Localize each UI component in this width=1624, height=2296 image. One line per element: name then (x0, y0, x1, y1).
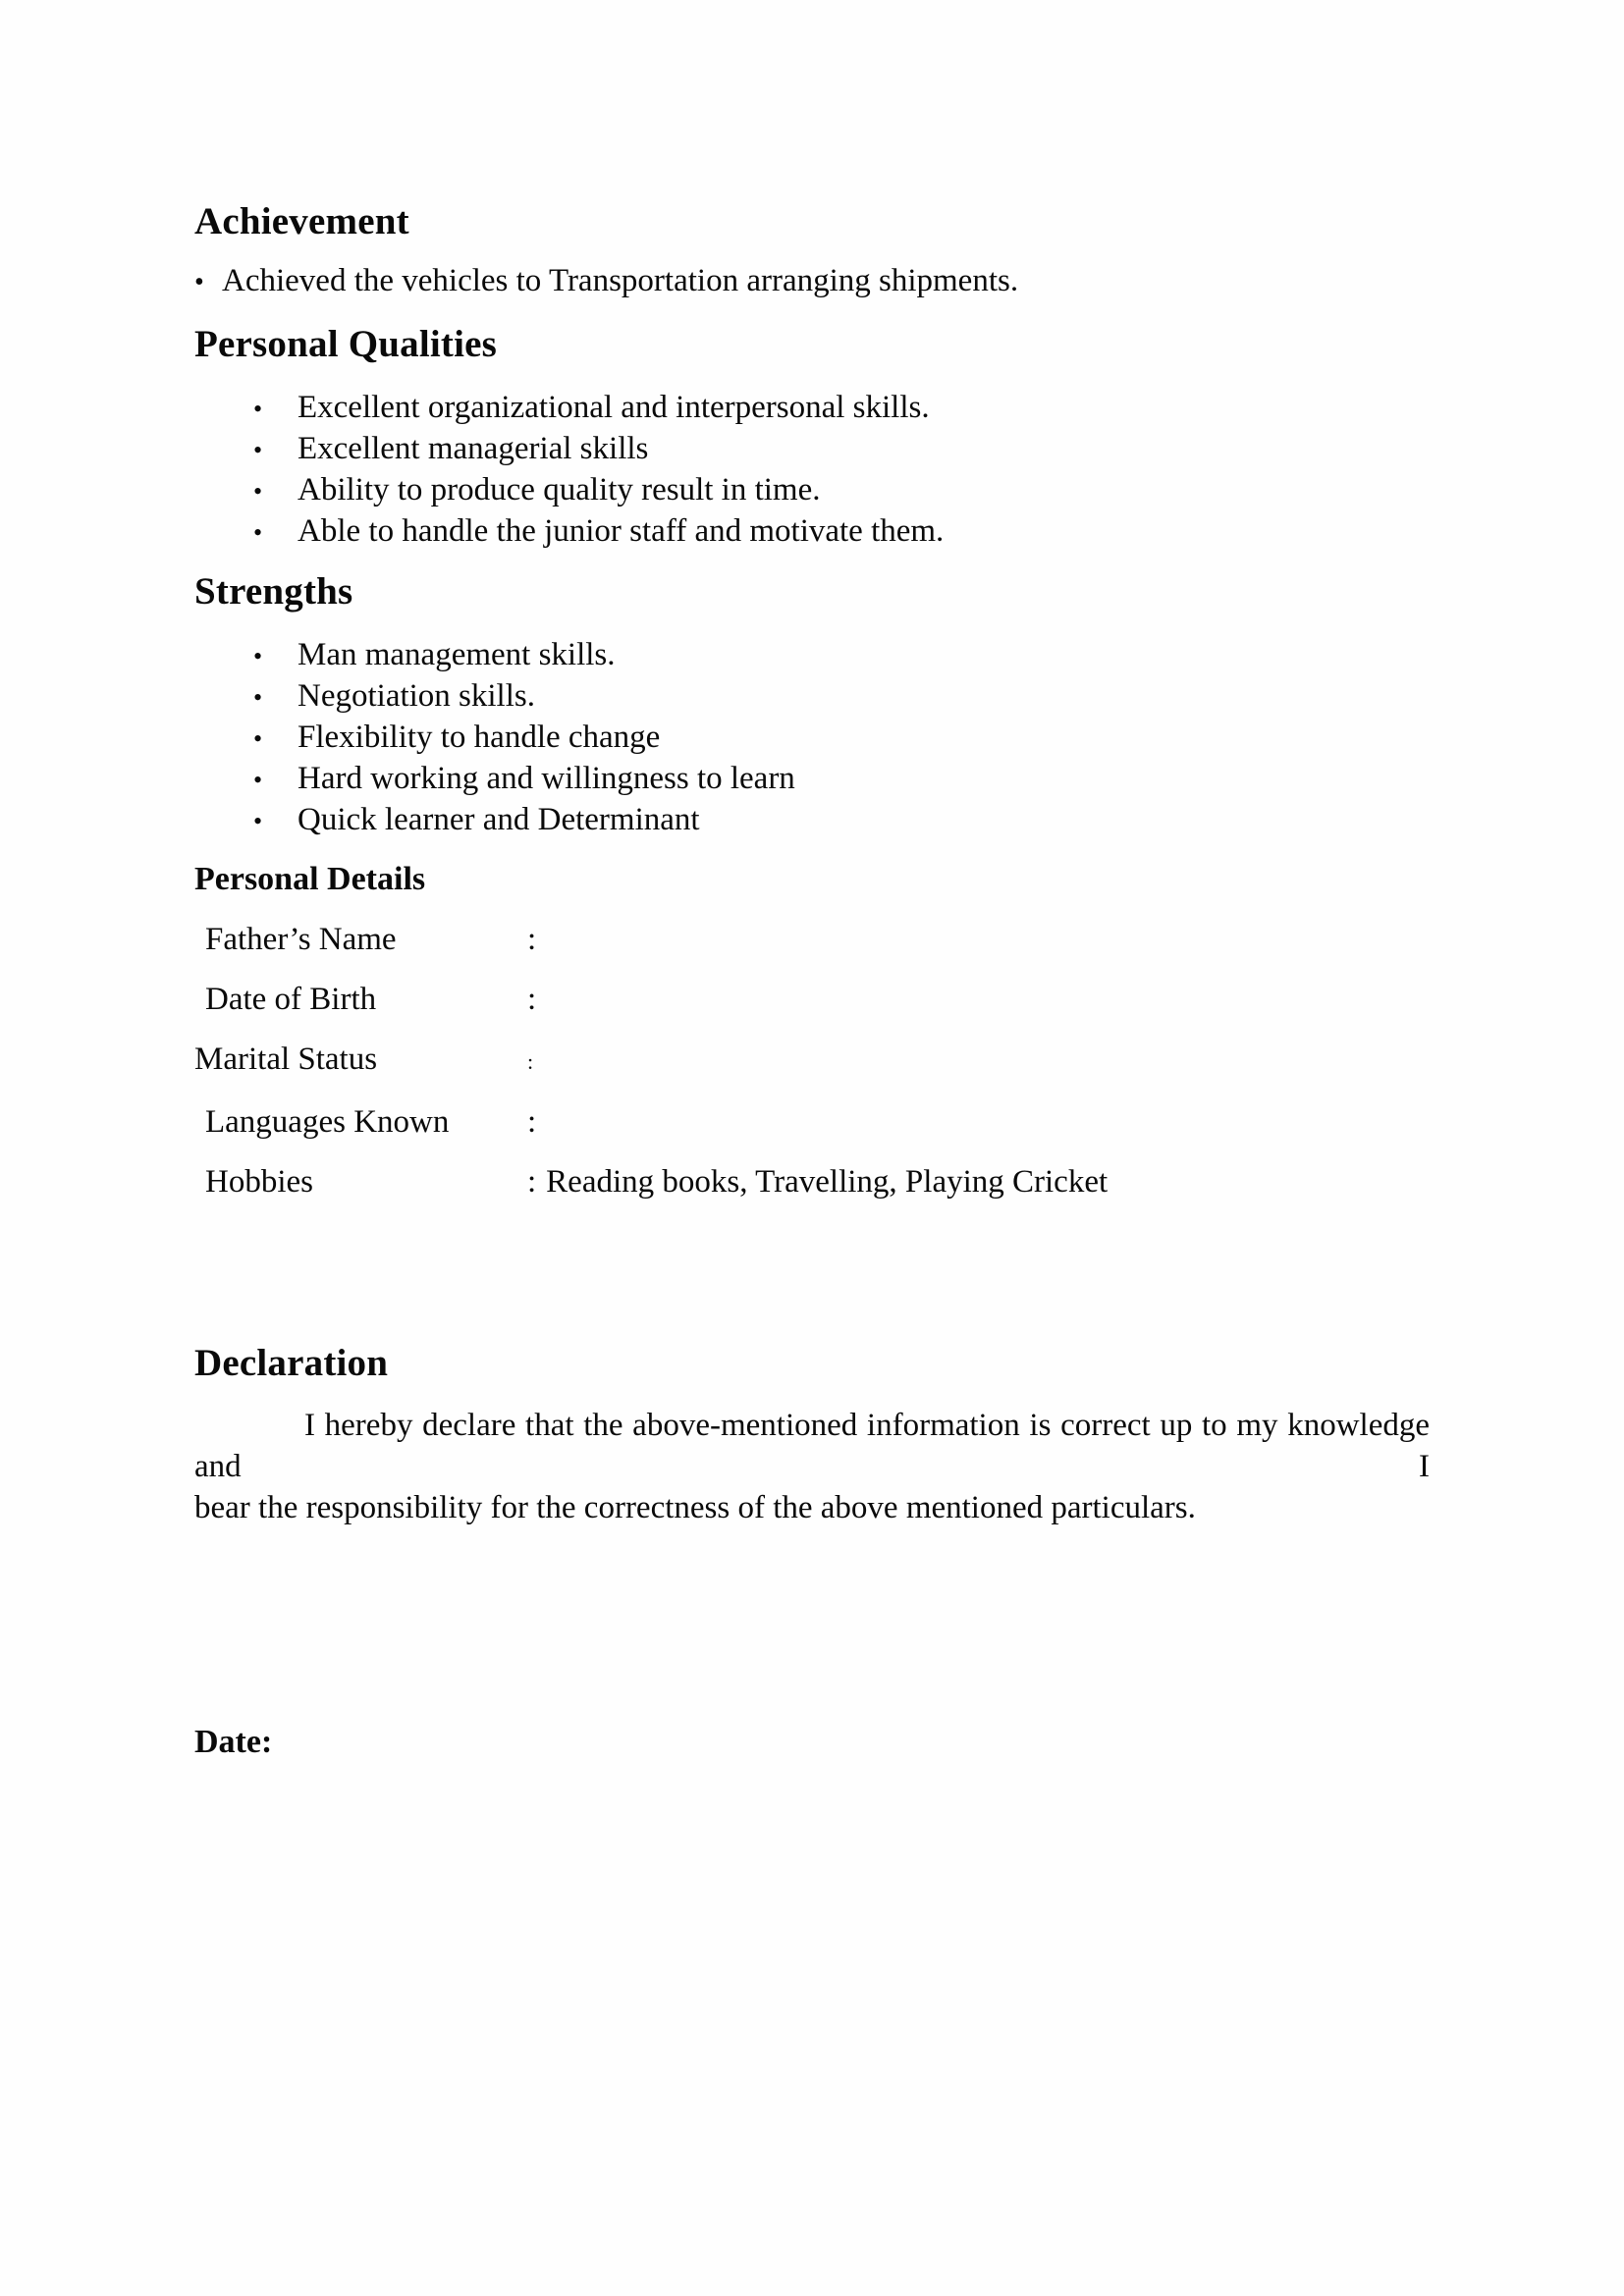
list-item (194, 635, 1430, 676)
list-item-text: Excellent organizational and interpersonal skills. (298, 390, 930, 425)
detail-row-marital-status (194, 1040, 1430, 1082)
list-item (194, 388, 1430, 429)
list-item (194, 511, 1430, 553)
list-item-text: Man management skills. (298, 637, 616, 672)
bullet-icon: • (253, 477, 263, 506)
list-item-text: Able to handle the junior staff and motivate them. (298, 513, 945, 549)
achievement-line (194, 261, 1430, 302)
list-item (194, 676, 1430, 718)
detail-value: Reading books, Travelling, Playing Cricket (546, 1164, 1109, 1200)
declaration-text-line2: bear the responsibility for the correctness of the above mentioned particulars. (194, 1490, 1196, 1525)
bullet-icon: • (253, 807, 263, 835)
bullet-icon: • (253, 683, 263, 712)
strengths-list (194, 635, 1430, 841)
detail-label: Father’s Name (205, 922, 397, 957)
bullet-icon: • (253, 724, 263, 753)
detail-label: Marital Status (194, 1041, 378, 1077)
section-heading-personal-qualities: Personal Qualities (194, 323, 498, 365)
list-item (194, 429, 1430, 470)
bullet-icon: • (253, 642, 263, 670)
list-item (194, 718, 1430, 759)
detail-label: Date of Birth (205, 982, 377, 1017)
date-label: Date: (194, 1724, 273, 1760)
list-item-text: Hard working and willingness to learn (298, 761, 795, 796)
achievement-item-text: Achieved the vehicles to Transportation arranging shipments. (222, 263, 1019, 298)
list-item (194, 470, 1430, 511)
bullet-icon: • (194, 267, 204, 297)
list-item (194, 800, 1430, 841)
bullet-icon: • (253, 395, 263, 423)
bullet-icon: • (253, 518, 263, 547)
section-heading-declaration: Declaration (194, 1342, 389, 1384)
detail-row-hobbies (194, 1162, 1430, 1201)
personal-qualities-list (194, 388, 1430, 553)
detail-separator: : (527, 1164, 537, 1200)
list-item-text: Ability to produce quality result in time. (298, 472, 821, 507)
detail-separator: : (527, 1104, 537, 1140)
detail-row-languages-known (194, 1102, 1430, 1142)
detail-row-fathers-name (194, 920, 1430, 959)
bullet-icon: • (253, 766, 263, 794)
list-item-text: Flexibility to handle change (298, 720, 661, 755)
detail-row-date-of-birth (194, 980, 1430, 1019)
list-item (194, 759, 1430, 800)
detail-label: Hobbies (205, 1164, 313, 1200)
detail-label: Languages Known (205, 1104, 450, 1140)
detail-separator: : (527, 922, 537, 957)
detail-separator: : (527, 1049, 534, 1074)
section-heading-achievement: Achievement (194, 200, 409, 242)
list-item-text: Negotiation skills. (298, 678, 535, 714)
declaration-text-line1: I hereby declare that the above-mentioned information is correct up to my knowledge and I (194, 1408, 1430, 1484)
document-content (194, 0, 1430, 1762)
list-item-text: Excellent managerial skills (298, 431, 649, 466)
bullet-icon: • (253, 436, 263, 464)
section-heading-strengths: Strengths (194, 570, 353, 613)
section-heading-personal-details: Personal Details (194, 861, 426, 897)
list-item-text: Quick learner and Determinant (298, 802, 700, 837)
detail-separator: : (527, 982, 537, 1017)
